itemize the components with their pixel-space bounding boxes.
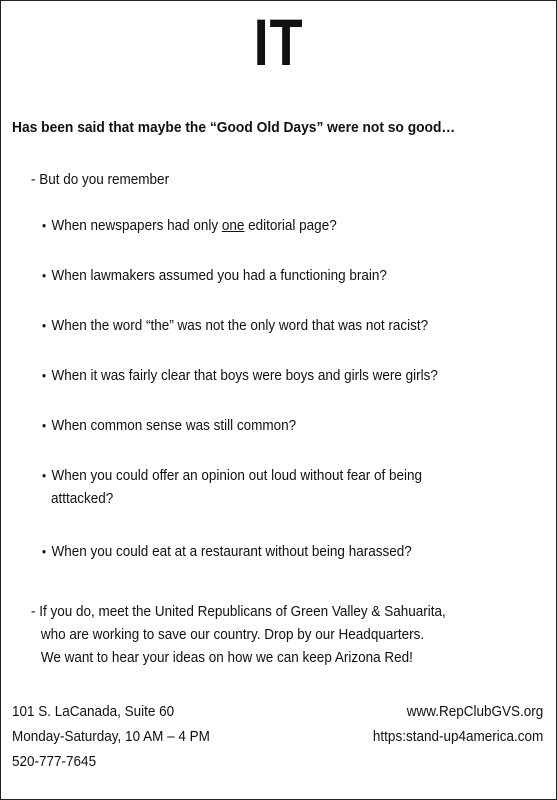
bullet-item: • When lawmakers assumed you had a functioning brain? bbox=[42, 267, 387, 284]
bullet-item: • When newspapers had only one editorial page? bbox=[42, 217, 337, 234]
closing-paragraph: - If you do, meet the United Republicans of Green Valley & Sahuarita, who are working to save our country. Drop by our Headquarters. We want to hear your ideas on how we can keep Arizona Red! bbox=[31, 603, 446, 666]
hours: Monday-Saturday, 10 AM – 4 PM bbox=[12, 728, 210, 745]
bullet-icon: • bbox=[42, 268, 47, 283]
address: 101 S. LaCanada, Suite 60 bbox=[12, 703, 175, 720]
bullet-icon: • bbox=[42, 318, 47, 333]
flyer-title: IT bbox=[253, 5, 304, 79]
bullet-item: • When you could eat at a restaurant without being harassed? bbox=[42, 543, 412, 560]
bullet-item: • When the word “the” was not the only word that was not racist? bbox=[42, 317, 429, 334]
phone: 520-777-7645 bbox=[12, 753, 97, 770]
underlined-word: one bbox=[221, 217, 245, 234]
contact-left bbox=[12, 699, 210, 774]
tagline: Has been said that maybe the “Good Old Days” were not so good… bbox=[12, 119, 456, 136]
bullet-item: • When common sense was still common? bbox=[42, 417, 297, 434]
bullet-icon: • bbox=[42, 544, 47, 559]
website-link[interactable]: www.RepClubGVS.org bbox=[406, 703, 543, 720]
bullet-icon: • bbox=[42, 218, 47, 233]
bullet-item: • When it was fairly clear that boys were boys and girls were girls? bbox=[42, 367, 438, 384]
intro-line: - But do you remember bbox=[31, 171, 170, 188]
bullet-item: • When you could offer an opinion out loud without fear of being atttacked? bbox=[42, 467, 423, 507]
bullet-icon: • bbox=[42, 418, 47, 433]
website-link[interactable]: https:stand-up4america.com bbox=[372, 728, 543, 745]
contact-right bbox=[373, 699, 543, 749]
bullet-icon: • bbox=[42, 368, 47, 383]
bullet-icon: • bbox=[42, 468, 47, 483]
